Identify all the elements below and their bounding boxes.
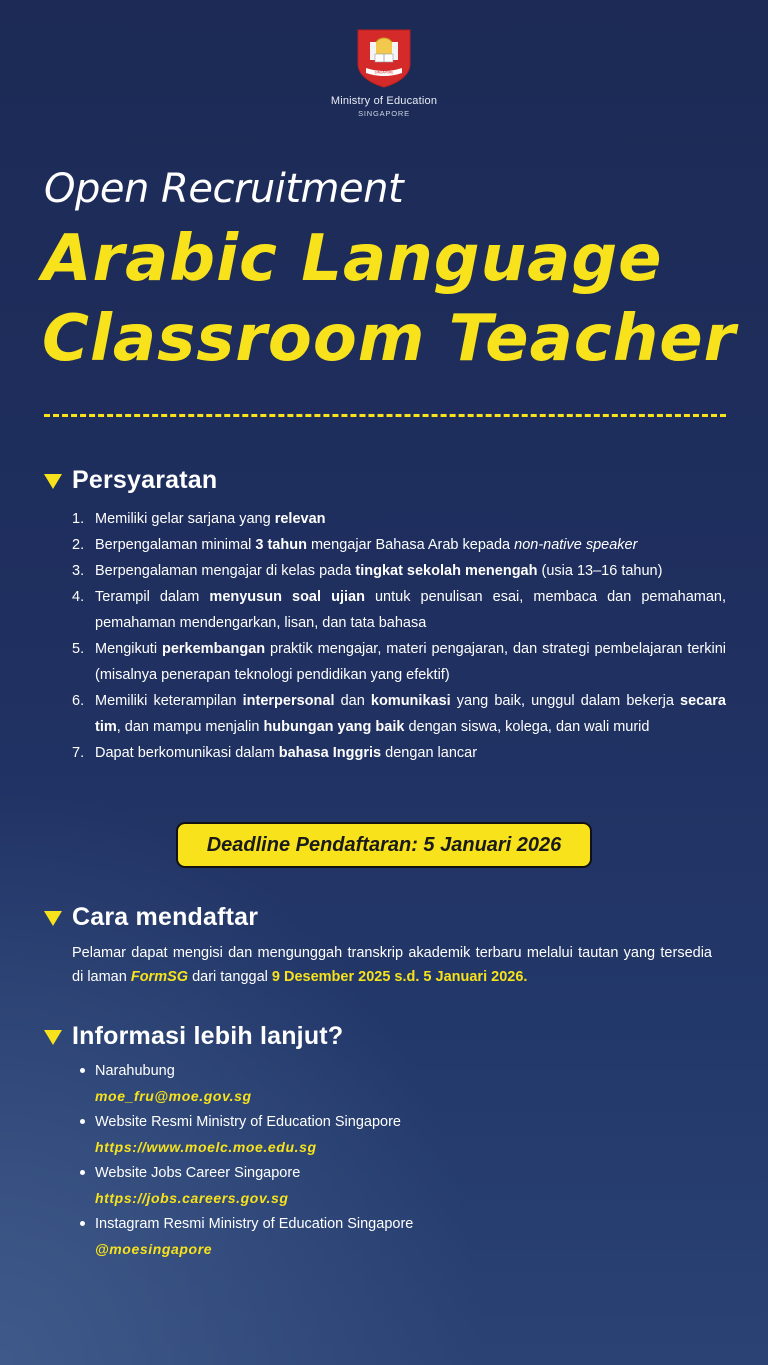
requirement-text: Mengikuti bbox=[95, 641, 162, 657]
bullet-icon bbox=[80, 1119, 85, 1124]
requirement-item bbox=[72, 740, 726, 766]
requirement-text: praktik mengajar, materi pengajaran, dan strategi pembelajaran terkini (misalnya penerapan teknologi pendidikan yang efektif) bbox=[95, 641, 727, 683]
requirement-number: 4. bbox=[72, 589, 85, 605]
dashed-divider bbox=[44, 414, 726, 417]
requirement-text: dan bbox=[334, 693, 371, 709]
requirement-item bbox=[72, 558, 726, 584]
requirements-list bbox=[72, 506, 726, 766]
more-info-heading bbox=[44, 1022, 343, 1051]
list-item bbox=[80, 1212, 413, 1262]
requirement-emphasis: hubungan yang baik bbox=[263, 719, 405, 735]
requirement-item bbox=[72, 636, 726, 688]
requirement-text: untuk penulisan esai, membaca dan pemahaman, pemahaman mendengarkan, lisan, dan tata bahasa bbox=[95, 589, 726, 631]
requirement-number: 2. bbox=[72, 537, 85, 553]
requirement-text: Berpengalaman minimal bbox=[95, 537, 256, 553]
headline-title-line-1: Arabic Language bbox=[42, 222, 663, 296]
requirement-emphasis: 3 tahun bbox=[255, 537, 307, 553]
how-to-apply-heading bbox=[44, 903, 258, 932]
requirements-heading-text: Persyaratan bbox=[72, 466, 218, 494]
requirement-item bbox=[72, 532, 726, 558]
requirement-text: mengajar Bahasa Arab kepada bbox=[306, 537, 515, 553]
requirement-emphasis: menyusun soal ujian bbox=[209, 589, 365, 605]
more-info-heading-text: Informasi lebih lanjut? bbox=[72, 1022, 344, 1050]
bullet-icon bbox=[80, 1068, 85, 1073]
requirement-number: 6. bbox=[72, 693, 85, 709]
deadline-badge: Deadline Pendaftaran: 5 Januari 2026 bbox=[176, 822, 592, 868]
requirement-text: dengan lancar bbox=[381, 745, 478, 761]
triangle-down-icon bbox=[44, 1030, 62, 1045]
requirement-number: 3. bbox=[72, 563, 85, 579]
requirement-emphasis: relevan bbox=[274, 511, 326, 527]
requirement-item bbox=[72, 688, 726, 740]
requirement-emphasis: komunikasi bbox=[370, 693, 451, 709]
application-date-range: 9 Desember 2025 s.d. 5 Januari 2026. bbox=[271, 969, 528, 985]
list-item bbox=[80, 1110, 413, 1160]
requirement-emphasis: tingkat sekolah menengah bbox=[355, 563, 538, 579]
ministry-country: SINGAPORE bbox=[358, 109, 410, 118]
requirement-text: Berpengalaman mengajar di kelas pada bbox=[95, 563, 356, 579]
list-item bbox=[80, 1059, 413, 1109]
requirement-item bbox=[72, 506, 726, 532]
moe-crest-logo bbox=[356, 28, 412, 88]
formsg-link[interactable]: FormSG bbox=[130, 969, 189, 985]
crest-banner-text: SINGAPORE bbox=[374, 70, 394, 75]
jobs-website-link[interactable]: https://jobs.careers.gov.sg bbox=[95, 1190, 289, 1206]
triangle-down-icon bbox=[44, 474, 62, 489]
ministry-name: Ministry of Education bbox=[330, 95, 438, 107]
triangle-down-icon bbox=[44, 911, 62, 926]
headline-title-line-2: Classroom Teacher bbox=[42, 302, 737, 376]
bullet-icon bbox=[80, 1221, 85, 1226]
requirement-number: 7. bbox=[72, 745, 85, 761]
requirement-item bbox=[72, 584, 726, 636]
requirement-text: yang baik, unggul dalam bekerja bbox=[450, 693, 681, 709]
how-to-apply-text-before: Pelamar dapat mengisi dan mengunggah transkrip akademik terbaru melalui tautan yang tersedia di laman bbox=[72, 945, 712, 985]
bullet-icon bbox=[80, 1170, 85, 1175]
requirement-text: Dapat berkomunikasi dalam bbox=[95, 745, 279, 761]
how-to-apply-heading-text: Cara mendaftar bbox=[72, 903, 259, 931]
instagram-handle-link[interactable]: @moesingapore bbox=[95, 1241, 213, 1257]
requirement-emphasis: bahasa Inggris bbox=[278, 745, 382, 761]
requirement-text: (usia 13–16 tahun) bbox=[537, 563, 663, 579]
requirement-text: Memiliki keterampilan bbox=[95, 693, 243, 709]
how-to-apply-text bbox=[72, 941, 712, 989]
how-to-apply-text-middle: dari tanggal bbox=[188, 969, 272, 985]
requirement-emphasis: interpersonal bbox=[242, 693, 335, 709]
requirement-emphasis: secara tim bbox=[95, 693, 726, 735]
list-item bbox=[80, 1161, 413, 1211]
requirement-text: Memiliki gelar sarjana yang bbox=[95, 511, 275, 527]
requirement-number: 5. bbox=[72, 641, 85, 657]
jobs-website-label: Website Jobs Career Singapore bbox=[95, 1165, 301, 1181]
requirement-text: , dan mampu menjalin bbox=[116, 719, 264, 735]
instagram-label: Instagram Resmi Ministry of Education Singapore bbox=[95, 1216, 414, 1232]
moe-website-link[interactable]: https://www.moelc.moe.edu.sg bbox=[95, 1139, 317, 1155]
requirement-text: non-native speaker bbox=[514, 537, 638, 553]
headline-kicker: Open Recruitment bbox=[44, 166, 404, 212]
contact-label: Narahubung bbox=[95, 1063, 175, 1079]
contact-email-link[interactable]: moe_fru@moe.gov.sg bbox=[95, 1088, 252, 1104]
requirements-heading bbox=[44, 466, 217, 495]
moe-website-label: Website Resmi Ministry of Education Singapore bbox=[95, 1114, 401, 1130]
requirement-number: 1. bbox=[72, 511, 85, 527]
more-info-list bbox=[80, 1059, 413, 1263]
requirement-emphasis: perkembangan bbox=[161, 641, 266, 657]
requirement-text: Terampil dalam bbox=[95, 589, 210, 605]
requirement-text: dengan siswa, kolega, dan wali murid bbox=[404, 719, 650, 735]
